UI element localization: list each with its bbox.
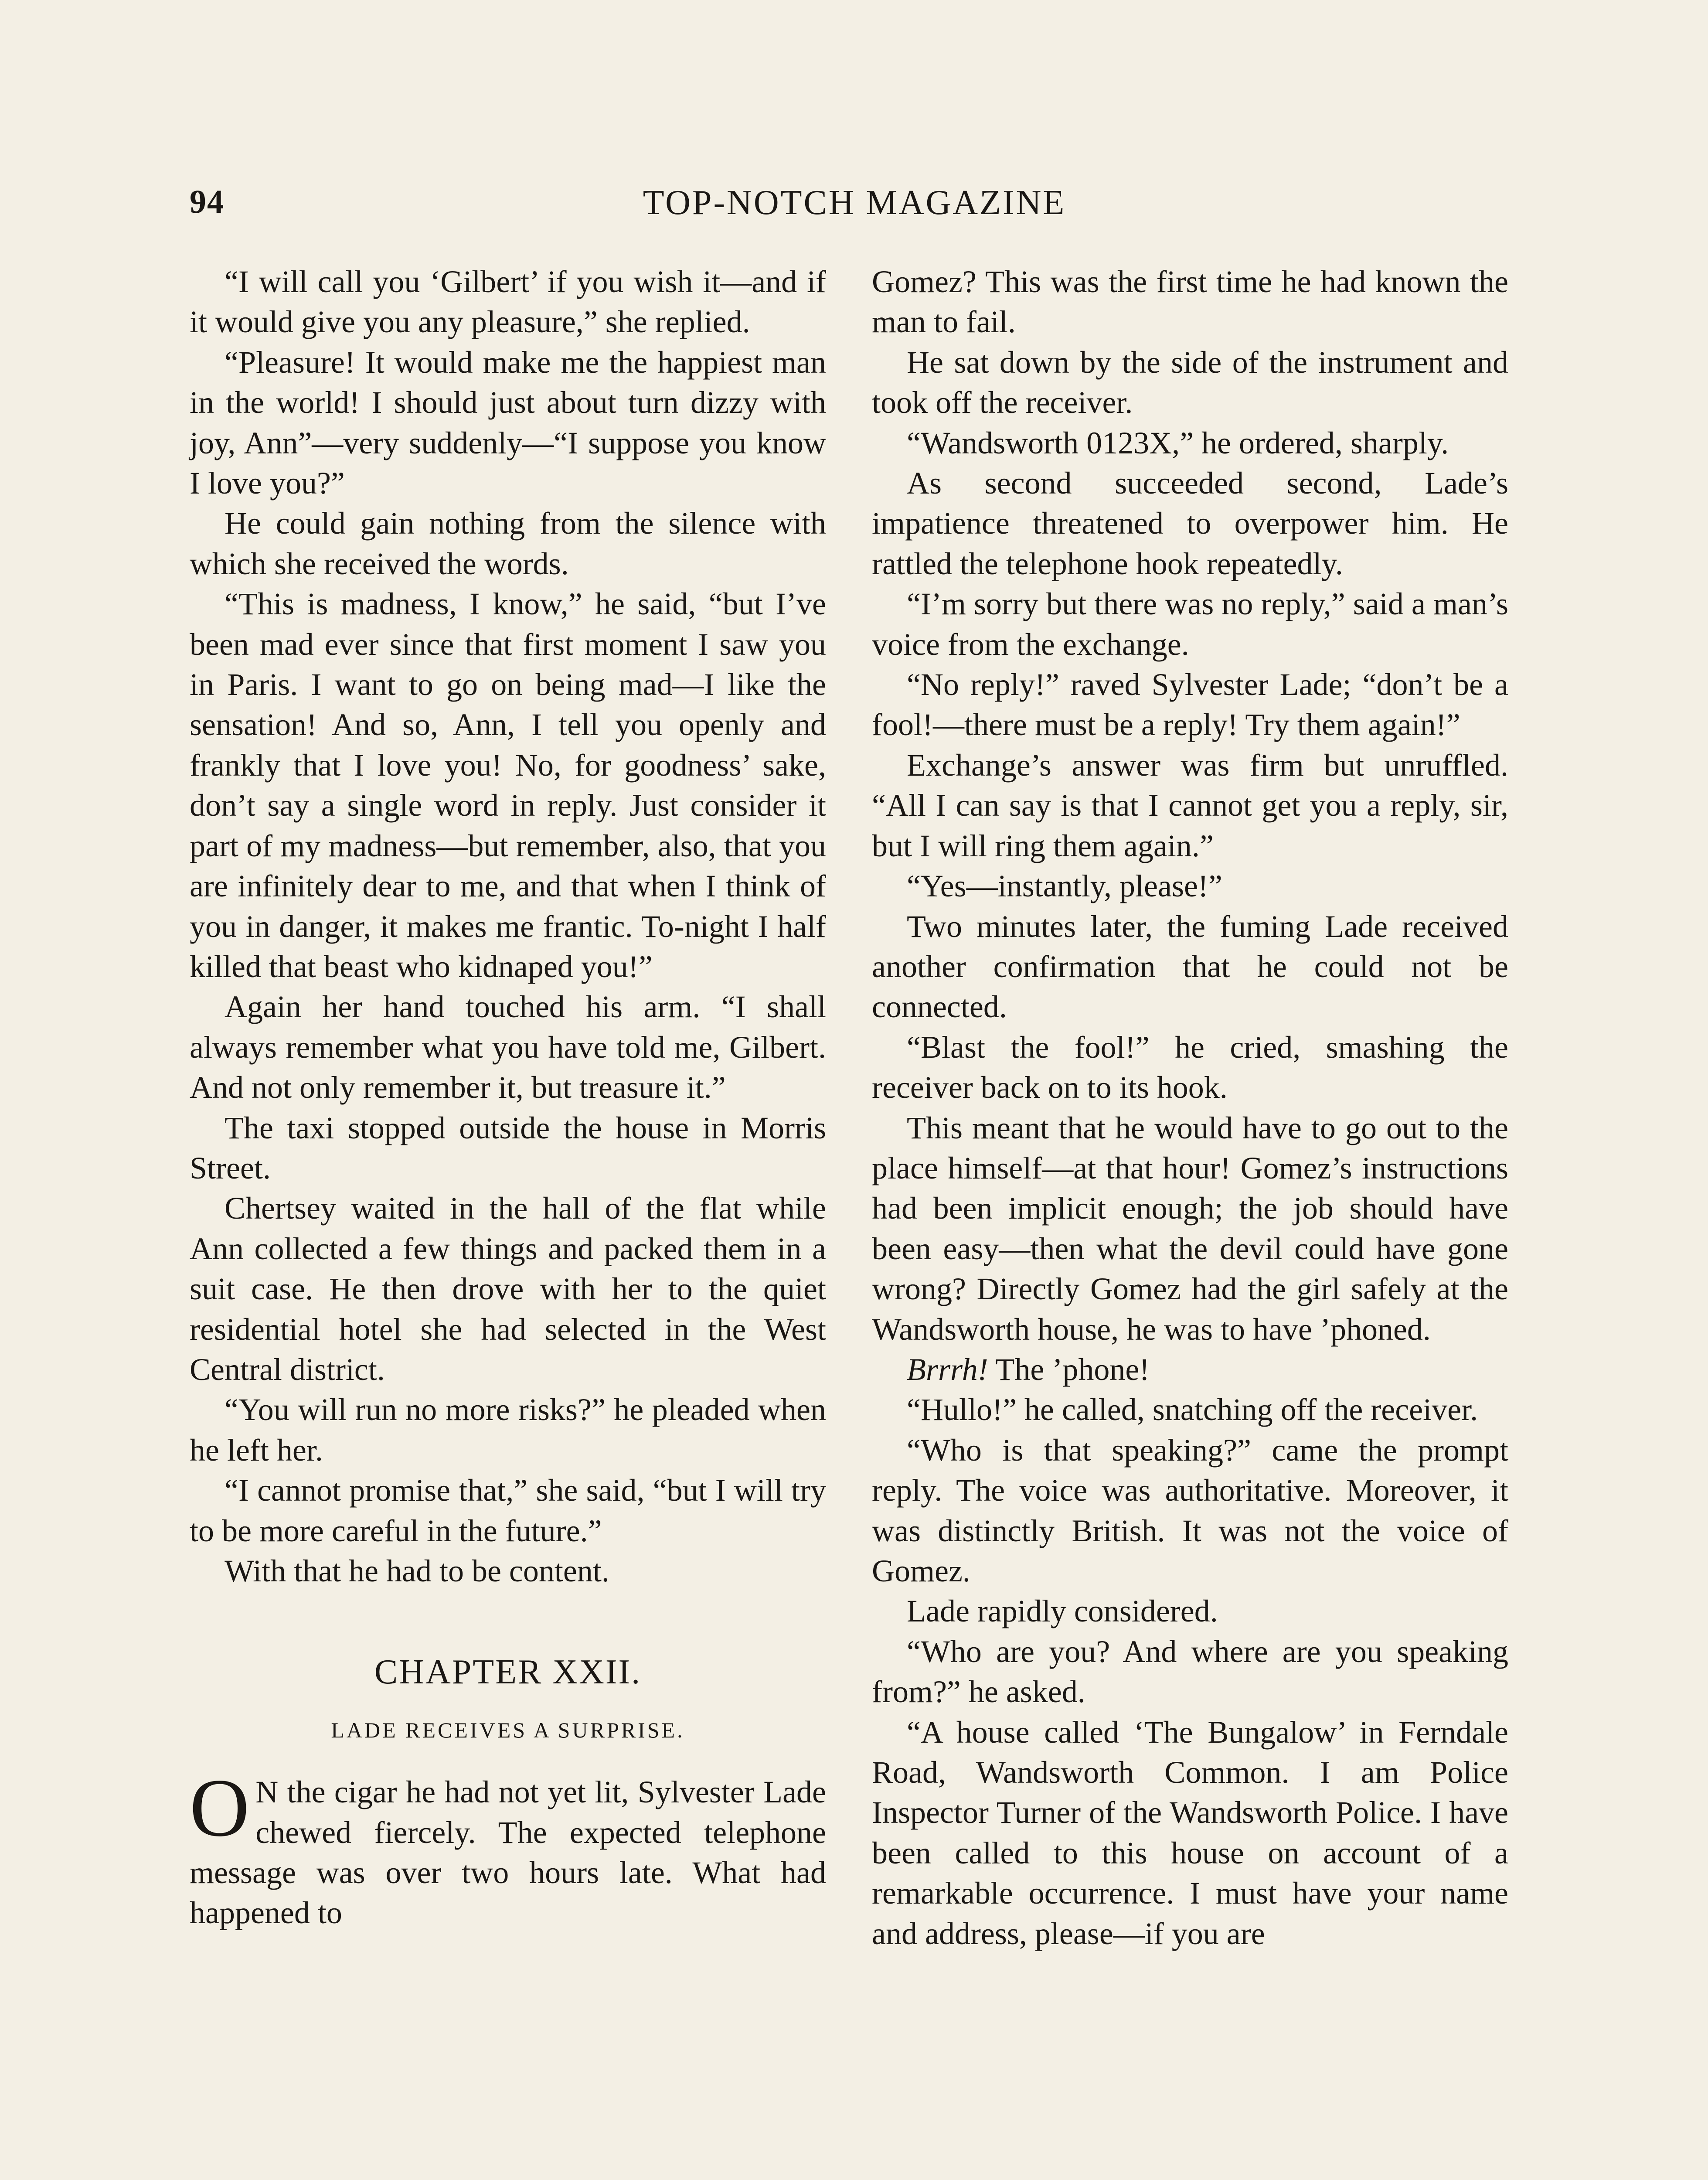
page-header [190,183,1519,235]
paragraph: “You will run no more risks?” he pleaded when he left her. [190,1392,826,1468]
paragraph: The taxi stopped outside the house in Morris Street. [190,1110,826,1185]
left-column [190,262,826,1933]
paragraph: “I’m sorry but there was no reply,” said a man’s voice from the exchange. [872,586,1508,662]
paragraph: He could gain nothing from the silence with which she received the words. [190,506,826,581]
paragraph: “I cannot promise that,” she said, “but I will try to be more careful in the future.” [190,1473,826,1548]
paragraph: “A house called ‘The Bungalow’ in Ferndale Road, Wandsworth Common. I am Police Inspector Turner of the Wandsworth Police. I have been called to this house on account of a remarkable occurrence. I must have your name and address, please—if you are [872,1714,1508,1951]
paragraph: “Wandsworth 0123X,” he ordered, sharply. [907,425,1449,460]
drop-cap: O [190,1762,250,1854]
paragraph: Exchange’s answer was firm but unruffled. “All I can say is that I cannot get you a reply, sir, but I will ring them again.” [872,747,1508,863]
paragraph: Two minutes later, the fuming Lade received another confirmation that he could not be connected. [872,909,1508,1025]
paragraph [872,1349,1508,1390]
paragraph: As second succeeded second, Lade’s impatience threatened to overpower him. He rattled the telephone hook repeatedly. [872,466,1508,581]
paragraph: “Who are you? And where are you speaking from?” he asked. [872,1634,1508,1710]
paragraph: With that he had to be content. [225,1553,609,1588]
chapter-opening-paragraph [190,1762,826,1933]
paragraph: He sat down by the side of the instrument and took off the receiver. [872,344,1508,420]
paragraph: “Pleasure! It would make me the happiest man in the world! I should just about turn dizzy with joy, Ann”—very suddenly—“I suppose you know I love you?” [190,344,826,501]
paragraph: “Who is that speaking?” came the prompt reply. The voice was authoritative. Moreover, it was distinctly British. It was not the voice of Gomez. [872,1432,1508,1588]
page-number: 94 [190,184,225,220]
chapter-opening-text: N the cigar he had not yet lit, Sylvester Lade chewed fiercely. The expected telephone message was over two hours late. What had happened to [190,1775,826,1931]
chapter-title: CHAPTER XXII. [374,1653,642,1692]
paragraph: “This is madness, I know,” he said, “but I’ve been mad ever since that first moment I saw you in Paris. I want to go on being mad—I like the sensation! And so, Ann, I tell you openly and frankly that I love you! No, for goodness’ sake, don’t say a single word in reply. Just consider it part of my madness—but remember, also, that you are infinitely dear to me, and that when I think of you in danger, it makes me frantic. To-night I half killed that beast who kidnaped you!” [190,586,826,984]
brrrh-rest: The ’phone! [988,1352,1150,1387]
right-column [872,262,1508,1954]
paragraph: “I will call you ‘Gilbert’ if you wish it—and if it would give you any pleasure,” she replied. [190,264,826,340]
paragraph: This meant that he would have to go out to the place himself—at that hour! Gomez’s instructions had been implicit enough; the job should have been easy—then what the devil could have gone wrong? Directly Gomez had the girl safely at the Wandsworth house, he was to have ’phoned. [872,1110,1508,1347]
paragraph: “Yes—instantly, please!” [907,869,1222,904]
paragraph: Again her hand touched his arm. “I shall always remember what you have told me, Gilbert. And not only remember it, but treasure it.” [190,989,826,1105]
paragraph: “Hullo!” he called, snatching off the receiver. [907,1392,1478,1427]
chapter-subtitle: LADE RECEIVES A SURPRISE. [331,1717,685,1742]
running-head: TOP-NOTCH MAGAZINE [643,184,1066,222]
paragraph: “No reply!” raved Sylvester Lade; “don’t be a fool!—there must be a reply! Try them again!” [872,667,1508,743]
paragraph: “Blast the fool!” he cried, smashing the receiver back on to its hook. [872,1029,1508,1105]
brrrh-text: Brrrh! [907,1352,988,1387]
paragraph: Lade rapidly considered. [907,1594,1218,1629]
paragraph: Chertsey waited in the hall of the flat while Ann collected a few things and packed them in a suit case. He then drove with her to the quiet residential hotel she had selected in the West Central district. [190,1191,826,1387]
paragraph-continuation: Gomez? This was the first time he had known the man to fail. [872,264,1508,340]
